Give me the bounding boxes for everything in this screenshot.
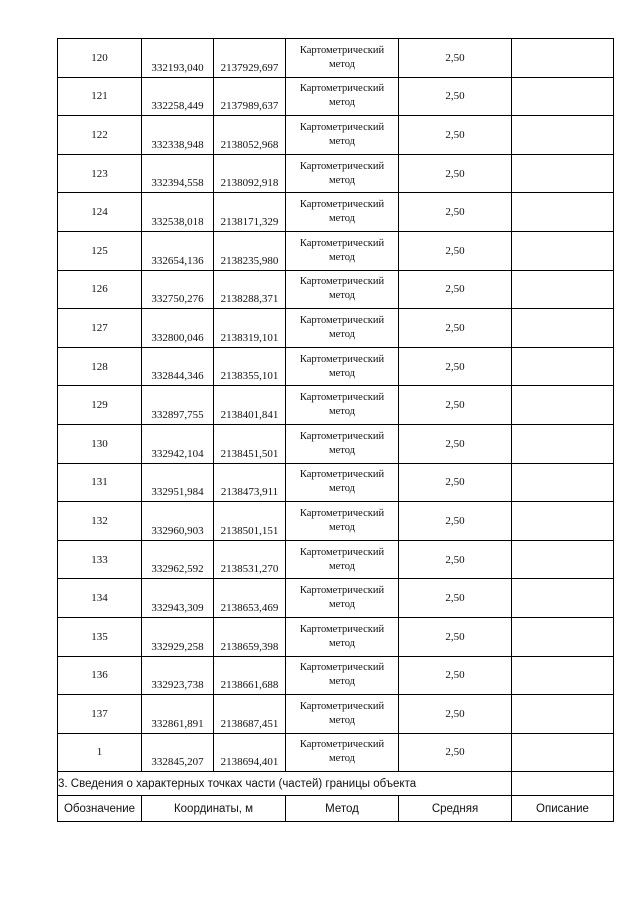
coordinate-y-cell: 2138171,329 bbox=[214, 193, 286, 232]
accuracy-cell: 2,50 bbox=[399, 77, 512, 116]
method-line-2: метод bbox=[328, 290, 356, 302]
method-cell bbox=[286, 463, 399, 502]
coordinate-y-cell: 2137929,697 bbox=[214, 39, 286, 78]
table-row bbox=[58, 424, 614, 463]
method-cell bbox=[286, 695, 399, 734]
description-cell bbox=[512, 386, 614, 425]
coordinate-x-cell: 332394,558 bbox=[142, 154, 214, 193]
point-number-cell: 124 bbox=[58, 193, 142, 232]
method-cell bbox=[286, 39, 399, 78]
accuracy-cell: 2,50 bbox=[399, 270, 512, 309]
table-row bbox=[58, 733, 614, 772]
table-row bbox=[58, 695, 614, 734]
method-line-2: метод bbox=[328, 521, 356, 533]
accuracy-cell: 2,50 bbox=[399, 154, 512, 193]
method-line-1: Картометрический bbox=[299, 623, 385, 635]
point-number-cell: 129 bbox=[58, 386, 142, 425]
method-line-1: Картометрический bbox=[299, 700, 385, 712]
section-title-row bbox=[58, 772, 614, 796]
method-line-2: метод bbox=[328, 251, 356, 263]
point-number-cell: 130 bbox=[58, 424, 142, 463]
table-row bbox=[58, 656, 614, 695]
point-number-cell: 125 bbox=[58, 231, 142, 270]
coordinates-table bbox=[57, 38, 614, 822]
coordinate-x-cell: 332845,207 bbox=[142, 733, 214, 772]
point-number-cell: 121 bbox=[58, 77, 142, 116]
method-line-2: метод bbox=[328, 406, 356, 418]
coordinate-y-cell: 2138653,469 bbox=[214, 579, 286, 618]
method-line-1: Картометрический bbox=[299, 44, 385, 56]
method-cell bbox=[286, 77, 399, 116]
table-row bbox=[58, 386, 614, 425]
accuracy-cell: 2,50 bbox=[399, 540, 512, 579]
method-line-1: Картометрический bbox=[299, 739, 385, 751]
description-cell bbox=[512, 424, 614, 463]
accuracy-cell: 2,50 bbox=[399, 424, 512, 463]
table-row bbox=[58, 77, 614, 116]
table-row bbox=[58, 39, 614, 78]
method-line-2: метод bbox=[328, 676, 356, 688]
column-header-row bbox=[58, 796, 614, 822]
table-row bbox=[58, 502, 614, 541]
accuracy-cell: 2,50 bbox=[399, 502, 512, 541]
header-average: Средняя bbox=[399, 796, 512, 822]
method-cell bbox=[286, 424, 399, 463]
method-line-2: метод bbox=[328, 367, 356, 379]
method-cell bbox=[286, 579, 399, 618]
method-cell bbox=[286, 154, 399, 193]
point-number-cell: 135 bbox=[58, 617, 142, 656]
method-cell bbox=[286, 270, 399, 309]
method-cell bbox=[286, 386, 399, 425]
coordinate-x-cell: 332951,984 bbox=[142, 463, 214, 502]
table-row bbox=[58, 617, 614, 656]
method-line-1: Картометрический bbox=[299, 160, 385, 172]
point-number-cell: 131 bbox=[58, 463, 142, 502]
coordinate-x-cell: 332193,040 bbox=[142, 39, 214, 78]
description-cell bbox=[512, 540, 614, 579]
point-number-cell: 137 bbox=[58, 695, 142, 734]
point-number-cell: 132 bbox=[58, 502, 142, 541]
table-row bbox=[58, 270, 614, 309]
point-number-cell: 122 bbox=[58, 116, 142, 155]
coordinate-x-cell: 332654,136 bbox=[142, 231, 214, 270]
coordinate-y-cell: 2138401,841 bbox=[214, 386, 286, 425]
method-line-2: метод bbox=[328, 444, 356, 456]
accuracy-cell: 2,50 bbox=[399, 656, 512, 695]
method-line-2: метод bbox=[328, 714, 356, 726]
accuracy-cell: 2,50 bbox=[399, 193, 512, 232]
method-line-1: Картометрический bbox=[299, 585, 385, 597]
method-line-1: Картометрический bbox=[299, 353, 385, 365]
method-line-1: Картометрический bbox=[299, 83, 385, 95]
coordinate-x-cell: 332897,755 bbox=[142, 386, 214, 425]
method-line-2: метод bbox=[328, 213, 356, 225]
coordinate-x-cell: 332943,309 bbox=[142, 579, 214, 618]
coordinate-y-cell: 2138092,918 bbox=[214, 154, 286, 193]
coordinate-x-cell: 332258,449 bbox=[142, 77, 214, 116]
accuracy-cell: 2,50 bbox=[399, 39, 512, 78]
description-cell bbox=[512, 617, 614, 656]
point-number-cell: 133 bbox=[58, 540, 142, 579]
accuracy-cell: 2,50 bbox=[399, 617, 512, 656]
method-cell bbox=[286, 502, 399, 541]
table-row bbox=[58, 579, 614, 618]
table-row bbox=[58, 463, 614, 502]
accuracy-cell: 2,50 bbox=[399, 347, 512, 386]
method-line-2: метод bbox=[328, 483, 356, 495]
coordinate-y-cell: 2138052,968 bbox=[214, 116, 286, 155]
coordinate-x-cell: 332750,276 bbox=[142, 270, 214, 309]
method-line-2: метод bbox=[328, 753, 356, 765]
method-cell bbox=[286, 231, 399, 270]
method-line-1: Картометрический bbox=[299, 469, 385, 481]
method-line-1: Картометрический bbox=[299, 546, 385, 558]
method-cell bbox=[286, 309, 399, 348]
section-3-block bbox=[58, 772, 614, 822]
coordinate-y-cell: 2138319,101 bbox=[214, 309, 286, 348]
method-line-2: метод bbox=[328, 637, 356, 649]
method-line-2: метод bbox=[328, 97, 356, 109]
point-number-cell: 128 bbox=[58, 347, 142, 386]
method-line-2: метод bbox=[328, 174, 356, 186]
accuracy-cell: 2,50 bbox=[399, 116, 512, 155]
table-row bbox=[58, 231, 614, 270]
accuracy-cell: 2,50 bbox=[399, 386, 512, 425]
table-row bbox=[58, 116, 614, 155]
coordinate-x-cell: 332942,104 bbox=[142, 424, 214, 463]
method-line-1: Картометрический bbox=[299, 392, 385, 404]
method-cell bbox=[286, 193, 399, 232]
coordinate-y-cell: 2138288,371 bbox=[214, 270, 286, 309]
coordinate-y-cell: 2137989,637 bbox=[214, 77, 286, 116]
description-cell bbox=[512, 270, 614, 309]
coordinate-y-cell: 2138355,101 bbox=[214, 347, 286, 386]
table-body bbox=[58, 39, 614, 772]
point-number-cell: 134 bbox=[58, 579, 142, 618]
description-cell bbox=[512, 309, 614, 348]
method-cell bbox=[286, 617, 399, 656]
coordinate-x-cell: 332538,018 bbox=[142, 193, 214, 232]
method-line-1: Картометрический bbox=[299, 121, 385, 133]
accuracy-cell: 2,50 bbox=[399, 309, 512, 348]
method-line-1: Картометрический bbox=[299, 430, 385, 442]
description-cell bbox=[512, 193, 614, 232]
header-description: Описание bbox=[512, 796, 614, 822]
description-cell bbox=[512, 77, 614, 116]
description-cell bbox=[512, 231, 614, 270]
coordinate-x-cell: 332844,346 bbox=[142, 347, 214, 386]
table-row bbox=[58, 347, 614, 386]
description-cell bbox=[512, 39, 614, 78]
point-number-cell: 123 bbox=[58, 154, 142, 193]
method-line-2: метод bbox=[328, 135, 356, 147]
method-line-1: Картометрический bbox=[299, 662, 385, 674]
method-line-2: метод bbox=[328, 599, 356, 611]
coordinate-x-cell: 332338,948 bbox=[142, 116, 214, 155]
section-title: 3. Сведения о характерных точках части (частей) границы объекта bbox=[58, 772, 512, 796]
description-cell bbox=[512, 116, 614, 155]
description-cell bbox=[512, 733, 614, 772]
method-cell bbox=[286, 347, 399, 386]
coordinate-y-cell: 2138661,688 bbox=[214, 656, 286, 695]
method-cell bbox=[286, 540, 399, 579]
table-row bbox=[58, 193, 614, 232]
accuracy-cell: 2,50 bbox=[399, 579, 512, 618]
description-cell bbox=[512, 154, 614, 193]
coordinate-y-cell: 2138473,911 bbox=[214, 463, 286, 502]
coordinate-y-cell: 2138659,398 bbox=[214, 617, 286, 656]
coordinate-x-cell: 332861,891 bbox=[142, 695, 214, 734]
point-number-cell: 120 bbox=[58, 39, 142, 78]
table-row bbox=[58, 540, 614, 579]
header-coordinates: Координаты, м bbox=[142, 796, 286, 822]
table-row bbox=[58, 154, 614, 193]
method-line-1: Картометрический bbox=[299, 276, 385, 288]
coordinate-x-cell: 332962,592 bbox=[142, 540, 214, 579]
accuracy-cell: 2,50 bbox=[399, 695, 512, 734]
coordinate-y-cell: 2138235,980 bbox=[214, 231, 286, 270]
point-number-cell: 127 bbox=[58, 309, 142, 348]
description-cell bbox=[512, 579, 614, 618]
description-cell bbox=[512, 695, 614, 734]
section-title-empty-cell bbox=[512, 772, 614, 796]
method-cell bbox=[286, 733, 399, 772]
method-line-2: метод bbox=[328, 560, 356, 572]
coordinate-y-cell: 2138501,151 bbox=[214, 502, 286, 541]
point-number-cell: 1 bbox=[58, 733, 142, 772]
coordinate-y-cell: 2138531,270 bbox=[214, 540, 286, 579]
coordinate-x-cell: 332960,903 bbox=[142, 502, 214, 541]
coordinate-y-cell: 2138687,451 bbox=[214, 695, 286, 734]
coordinate-x-cell: 332923,738 bbox=[142, 656, 214, 695]
method-line-1: Картометрический bbox=[299, 314, 385, 326]
description-cell bbox=[512, 656, 614, 695]
method-line-1: Картометрический bbox=[299, 199, 385, 211]
method-line-2: метод bbox=[328, 58, 356, 70]
point-number-cell: 126 bbox=[58, 270, 142, 309]
coordinate-y-cell: 2138451,501 bbox=[214, 424, 286, 463]
method-line-1: Картометрический bbox=[299, 507, 385, 519]
method-line-2: метод bbox=[328, 328, 356, 340]
accuracy-cell: 2,50 bbox=[399, 733, 512, 772]
description-cell bbox=[512, 463, 614, 502]
method-cell bbox=[286, 116, 399, 155]
method-cell bbox=[286, 656, 399, 695]
point-number-cell: 136 bbox=[58, 656, 142, 695]
table-row bbox=[58, 309, 614, 348]
coordinate-x-cell: 332929,258 bbox=[142, 617, 214, 656]
coordinate-y-cell: 2138694,401 bbox=[214, 733, 286, 772]
header-method: Метод bbox=[286, 796, 399, 822]
accuracy-cell: 2,50 bbox=[399, 463, 512, 502]
accuracy-cell: 2,50 bbox=[399, 231, 512, 270]
method-line-1: Картометрический bbox=[299, 237, 385, 249]
description-cell bbox=[512, 347, 614, 386]
header-designation: Обозначение bbox=[58, 796, 142, 822]
description-cell bbox=[512, 502, 614, 541]
coordinate-x-cell: 332800,046 bbox=[142, 309, 214, 348]
